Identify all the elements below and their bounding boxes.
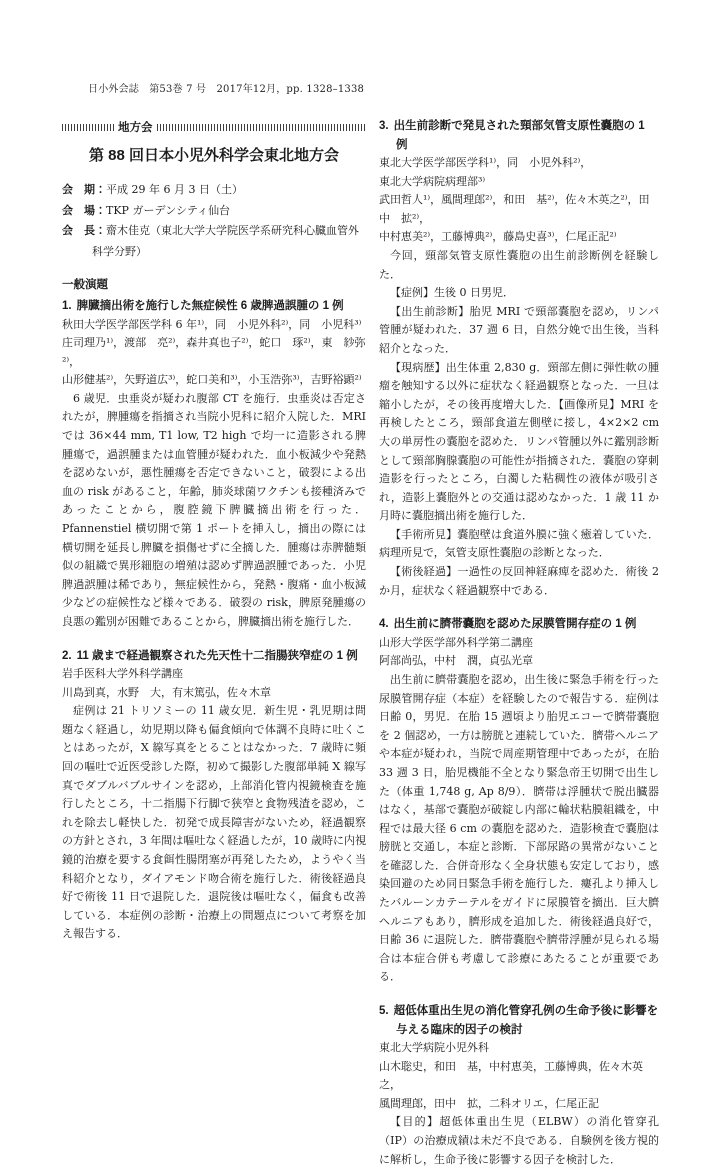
two-column-layout <box>62 117 659 1169</box>
journal-header-line: 日小外会誌 第53巻 7 号 2017年12月，pp. 1328–1338 <box>88 84 365 95</box>
abstract-paragraph: 症例は 21 トリソミーの 11 歳女児．新生児・乳児期は問題なく経過し，幼児期以降も偏食傾向で体調不良時に吐くことはあったが，X 線写真をとることはなかった．7 歳時に頻回の嘔吐で近医受診した際，初めて撮影した腹部単純 X 線写真でダブルバブルサインを認め，上部消化管内視鏡検査を施行したところ，十二指腸下行脚で狭窄と食物残渣を認め，これを除去し軽快した．初発で成長障害がないため，経過観察の方針とされ，3 年間は嘔吐なく経過したが，10 歳時に内視鏡的治療を要する食餌性腸閉塞が再発したため，ようやく当科紹介となり，ダイアモンド吻合術を施行した．術後経過良好で術後 11 日で退院した．退院後は嘔吐なく，偏食も改善している．本症例の診断・治療上の問題点について考察を加え報告する． <box>62 704 366 941</box>
abstract-title: 出生前診断で発見された頸部気管支原性嚢胞の 1 例 <box>393 120 645 151</box>
section-band <box>62 119 366 135</box>
abstract-number: 5. <box>379 1005 389 1018</box>
abstract-affiliation: 東北大学医学部医学科¹⁾，同 小児外科²⁾， <box>379 156 592 169</box>
abstract-title: 脾臓摘出術を施行した無症候性 6 歳脾過誤腫の 1 例 <box>76 300 344 312</box>
abstract-heading <box>62 647 366 666</box>
abstract-authors: 川島到真，水野 大，有末篤弘，佐々木章 <box>62 685 271 699</box>
abstract <box>62 297 366 632</box>
abstract-affiliation: 山形大学医学部外科学第二講座 <box>379 635 533 649</box>
abstract-affiliation: 東北大学病院病理部³⁾ <box>379 174 486 188</box>
meta-row-venue <box>62 201 366 222</box>
abstract-number: 4. <box>379 618 389 631</box>
abstract-authors: 庄司理乃¹⁾，渡部 亮²⁾，森井真也子²⁾，蛇口 琢²⁾，東 紗弥²⁾， <box>62 336 366 368</box>
abstract-paragraph: 【症例】生後 0 日男児． <box>390 286 514 300</box>
column-right <box>379 117 659 1169</box>
abstract-paragraph: 【目的】超低体重出生児（ELBW）の消化管穿孔（IP）の治療成績は未だ不良である．自験例を後方視的に解析し，生命予後に影響する因子を検討した． <box>379 1115 659 1166</box>
abstract-heading <box>379 1002 659 1039</box>
abstract-authors: 中村恵美²⁾，工藤博典²⁾，藤島史喜³⁾，仁尾正記²⁾ <box>379 230 617 244</box>
abstract-number: 3. <box>379 120 389 132</box>
abstract-authors: 山形健基²⁾，矢野道広³⁾，蛇口美和³⁾，小玉浩弥³⁾，吉野裕顕²⁾ <box>62 373 362 387</box>
section-band-label: 地方会 <box>118 122 153 134</box>
abstract-authors: 山木聡史，和田 基，中村恵美，工藤博典，佐々木英之， <box>379 1059 643 1092</box>
abstract-authors: 阿部尚弘，中村 潤，貞弘光章 <box>379 654 533 668</box>
abstract <box>379 1002 659 1169</box>
abstract-paragraph: 【現病歴】出生体重 2,830 g．頸部左側に弾性軟の腫瘤を触知する以外に症状なく経過観察となった．一旦は縮小したが，その後再度増大した．【画像所見】MRI を再検したところ，頸部食道左側壁に接し，4×2×2 cm 大の単房性の嚢胞を認めた．リンパ管腫以外に鑑別診断として頸部胸腺嚢胞の可能性が指摘された．嚢胞の穿刺造影を行ったところ，白濁した粘稠性の液体が吸引され，造影上嚢胞外との交通は認めなかった．1 歳 11 か月時に嚢胞摘出術を施行した． <box>379 360 659 523</box>
abstract <box>379 117 659 600</box>
abstract-authors: 武田哲人¹⁾，風間理郎²⁾，和田 基²⁾，佐々木英之²⁾，田中 拡²⁾， <box>379 193 650 225</box>
meta-row-date <box>62 180 366 201</box>
abstract-heading <box>379 117 659 154</box>
abstract-paragraph: 出生前に臍帯嚢胞を認め，出生後に緊急手術を行った尿膜管開存症（本症）を経験したので報告する．症例は日齢 0，男児．在胎 15 週頃より胎児エコーで臍帯嚢胞を 2 個認め，一方は膀胱と連続していた．臍帯ヘルニアや本症が疑われ，当院で周産期管理中であったが，在胎 33 週 3 日，胎児機能不全となり緊急帝王切開で出生した（体重 1,748 g, Ap 8/9）．臍帯は浮腫状で脱出臓器はなく，基部で嚢胞が破綻し内部に輪状粘膜組織を，中程では最大径 6 cm の嚢胞を認めた．造影検査で嚢胞は膀胱と交通し，本症と診断．下部尿路の異常がないことを確認した．合併奇形なく全身状態も安定しており，感染回避のため同日緊急手術を施行した．瘻孔より挿入したバルーンカテーテルをガイドに尿膜管を摘出．巨大臍ヘルニアもあり，臍形成を追加した．術後経過良好で，日齢 36 に退院した．臍帯嚢胞や臍帯浮腫が見られる場合は本症合併も考慮して診療にあたることが重要である． <box>379 672 659 984</box>
hatch-rule-left <box>62 124 114 131</box>
abstract-heading <box>379 615 659 634</box>
abstract-affiliation: 岩手医科大学外科学講座 <box>62 667 183 681</box>
meta-value-venue: TKP ガーデンシティ仙台 <box>106 203 231 217</box>
session-heading: 一般演題 <box>62 279 108 291</box>
abstract-heading <box>62 297 366 316</box>
abstract-number: 1. <box>62 300 72 312</box>
abstract-affiliation: 東北大学病院小児外科 <box>379 1041 489 1055</box>
abstract-title: 超低体重出生児の消化管穿孔例の生命予後に影響を与える臨床的因子の検討 <box>393 1005 659 1036</box>
abstract-paragraph: 【術後経過】一過性の反回神経麻痺を認めた．術後 2 か月，症状なく経過観察中である． <box>379 565 659 597</box>
abstract-title: 出生前に臍帯嚢胞を認めた尿膜管開存症の 1 例 <box>393 618 637 631</box>
abstract-paragraph: 【手術所見】嚢胞壁は食道外膜に強く癒着していた．病理所見で，気管支原性嚢胞の診断となった． <box>379 527 659 560</box>
meta-value-date: 平成 29 年 6 月 3 日（土） <box>106 183 243 196</box>
meta-label-venue: 会 場： <box>62 204 106 217</box>
abstract-authors: 風間理郎，田中 拡，二科オリエ，仁尾正記 <box>379 1096 600 1110</box>
meta-value-president: 齋木佳克（東北大学大学院医学系研究科心臓血管外科学分野） <box>92 224 359 258</box>
abstract-paragraph: 【出生前診断】胎児 MRI で頸部嚢胞を認め，リンパ管腫が疑われた．37 週 6 日，自然分娩で出生後，当科紹介となった． <box>379 304 659 355</box>
meeting-title: 第 88 回日本小児外科学会東北地方会 <box>88 147 340 164</box>
meta-label-president: 会 長： <box>62 225 106 237</box>
abstract-paragraph: 6 歳児．虫垂炎が疑われ腹部 CT を施行．虫垂炎は否定されたが，脾腫瘍を指摘され当院小児科に紹介入院した．MRI では 36×44 mm, T1 low, T2 high で均一に造影される脾腫瘍で，過誤腫または血管腫が疑われた．血小板減少や発熱を認めないが，悪性腫瘍を否定できないこと，破裂による出血の risk があること，年齢，肺炎球菌ワクチンも接種済みであったことから，腹腔鏡下脾臓摘出術を行った．Pfannenstiel 横切開で第 1 ポートを挿入し，摘出の際には横切開を延長し脾臓を損傷せずに全摘した．腫瘍は赤脾髄類似の組織で異形細胞の増殖は認めず脾過誤腫であった．小児脾過誤腫は稀であり，無症候性から，発熱・腹痛・血小板減少などの症候性など様々である．破裂の risk，脾原発腫瘍の良悪の鑑別が困難であることから，脾臓摘出術を施行した． <box>62 391 366 628</box>
meta-row-president <box>62 221 366 261</box>
abstract-paragraph: 今回，頸部気管支原性嚢胞の出生前診断例を経験した． <box>379 248 659 281</box>
hatch-rule-right <box>157 124 367 131</box>
abstract-title: 11 歳まで経過観察された先天性十二指腸狭窄症の 1 例 <box>76 649 358 662</box>
abstract-number: 2. <box>62 649 72 662</box>
page-content <box>62 80 659 1169</box>
abstract-affiliation: 秋田大学医学部医学科 6 年¹⁾，同 小児外科²⁾，同 小児科³⁾ <box>62 317 362 331</box>
meta-label-date: 会 期： <box>62 184 106 196</box>
abstract <box>379 615 659 987</box>
column-left <box>62 117 366 944</box>
abstract <box>62 647 366 944</box>
